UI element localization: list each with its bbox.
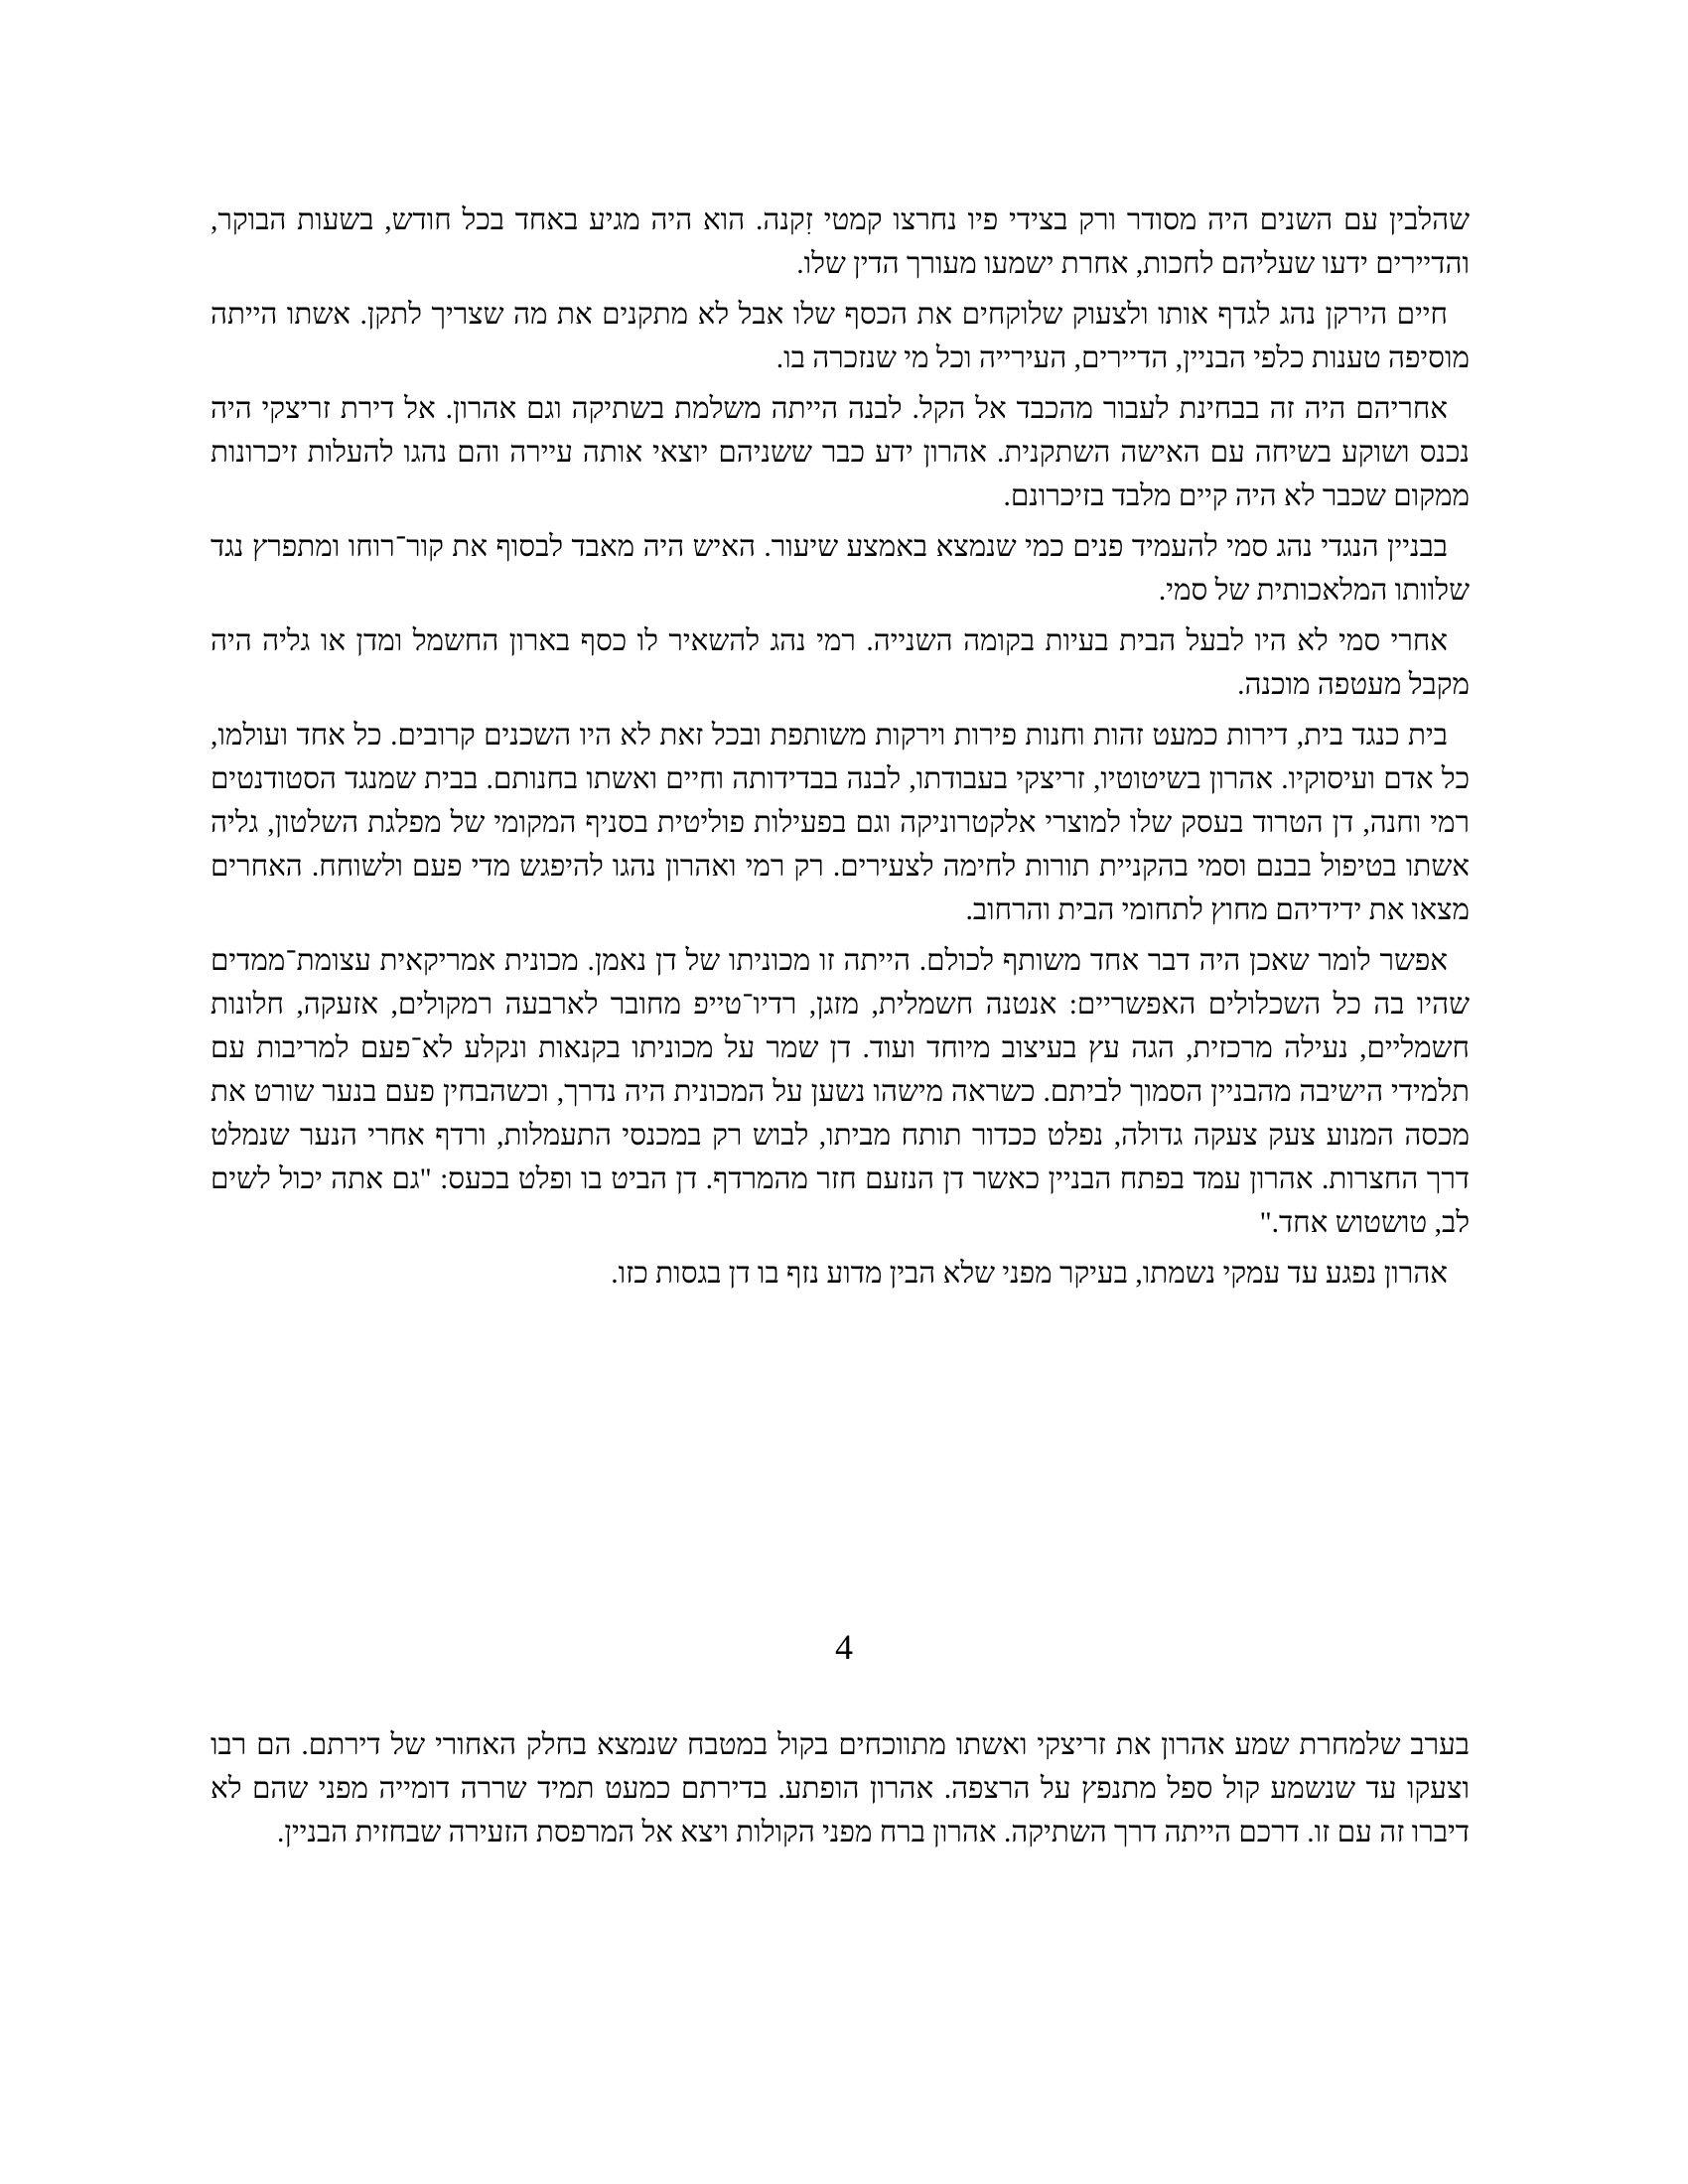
chapter-number-heading: 4 — [835, 1627, 853, 1667]
paragraph: שהלבין עם השנים היה מסודר ורק בצידי פיו נחרצו קמטי זִקנה. הוא היה מגיע באחד בכל חודש, בשעות הבוקר, והדיירים ידעו שעליהם לחכות, אחרת ישמעו מעורך הדין שלו. — [211, 205, 1470, 280]
paragraph: אהרון נפגע עד עמקי נשמתו, בעיקר מפני שלא הבין מדוע נזף בו דן בגסות כזו. — [611, 1258, 1448, 1290]
paragraph: חיים הירקן נהג לגדף אותו ולצעוק שלוקחים את הכסף שלו אבל לא מתקנים את מה שצריך לתקן. אשתו הייתה מוסיפה טענות כלפי הבניין, הדיירים, העירייה וכל מי שנזכרה בו. — [211, 299, 1470, 374]
paragraph: בבניין הנגדי נהג סמי להעמיד פנים כמי שנמצא באמצע שיעור. האיש היה מאבד לבסוף את קור־רוחו ומתפרץ נגד שלוותו המלאכותית של סמי. — [211, 531, 1470, 607]
chapter-3-text-section — [211, 199, 1470, 1302]
paragraph: בית כנגד בית, דירות כמעט זהות וחנות פירות וירקות משותפת ובכל זאת לא היו השכנים קרובים. כל אחד ועולמו, כל אדם ועיסוקיו. אהרון בשיטוטיו, זריצקי בעבודתו, לבנה בבדידותה וחיים ואשתו בחנותם. בבית שמנגד הסטודנטים רמי וחנה, דן הטרוד בעסק שלו למוצרי אלקטרוניקה וגם בפעילות פוליטית בסניף המקומי של מפלגת השלטון, גליה אשתו בטיפול בבנם וסמי בהקניית תורות לחימה לצעירים. רק רמי ואהרון נהגו להיפגש מדי פעם ולשוחח. האחרים מצאו את ידידיהם מחוץ לתחומי הבית והרחוב. — [211, 720, 1470, 926]
chapter-4-text-section — [211, 1723, 1470, 1861]
paragraph: אפשר לומר שאכן היה דבר אחד משותף לכולם. הייתה זו מכוניתו של דן נאמן. מכונית אמריקאית עצומת־ממדים שהיו בה כל השכלולים האפשריים: אנטנה חשמלית, מזגן, רדיו־טייפ מחובר לארבעה רמקולים, אזעקה, חלונות חשמליים, נעילה מרכזית, הגה עץ בעיצוב מיוחד ועוד. דן שמר על מכוניתו בקנאות ונקלע לא־פעם למריבות עם תלמידי הישיבה מהבניין הסמוך לביתם. כשראה מישהו נשען על המכונית היה נדרך, וכשהבחין פעם בנער שורט את מכסה המנוע צעק צעקה גדולה, נפלט ככדור תותח מביתו, לבוש רק במכנסי התעמלות, ורדף אחרי הנער שנמלט דרך החצרות. אהרון עמד בפתח הבניין כאשר דן הנזעם חזר מהמרדף. דן הביט בו ופלט בכעס: "גם אתה יכול לשים לב, טושטוש אחד." — [211, 945, 1470, 1239]
paragraph: אחרי סמי לא היו לבעל הבית בעיות בקומה השנייה. רמי נהג להשאיר לו כסף בארון החשמל ומדן או גליה היה מקבל מעטפה מוכנה. — [211, 625, 1470, 701]
paragraph: אחריהם היה זה בבחינת לעבור מהכבד אל הקל. לבנה הייתה משלמת בשתיקה וגם אהרון. אל דירת זריצקי היה נכנס ושוקע בשיחה עם האישה השתקנית. אהרון ידע כבר ששניהם יוצאי אותה עיירה והם נהגו להעלות זיכרונות ממקום שכבר לא היה קיים מלבד בזיכרונם. — [211, 393, 1470, 512]
paragraph: בערב שלמחרת שמע אהרון את זריצקי ואשתו מתווכחים בקול במטבח שנמצא בחלק האחורי של דירתם. הם רבו וצעקו עד שנשמע קול ספל מתנפץ על הרצפה. אהרון הופתע. בדירתם כמעט תמיד שררה דומייה מפני שהם לא דיברו זה עם זו. דרכם הייתה דרך השתיקה. אהרון ברח מפני הקולות ויצא אל המרפסת הזעירה שבחזית הבניין. — [211, 1729, 1470, 1848]
